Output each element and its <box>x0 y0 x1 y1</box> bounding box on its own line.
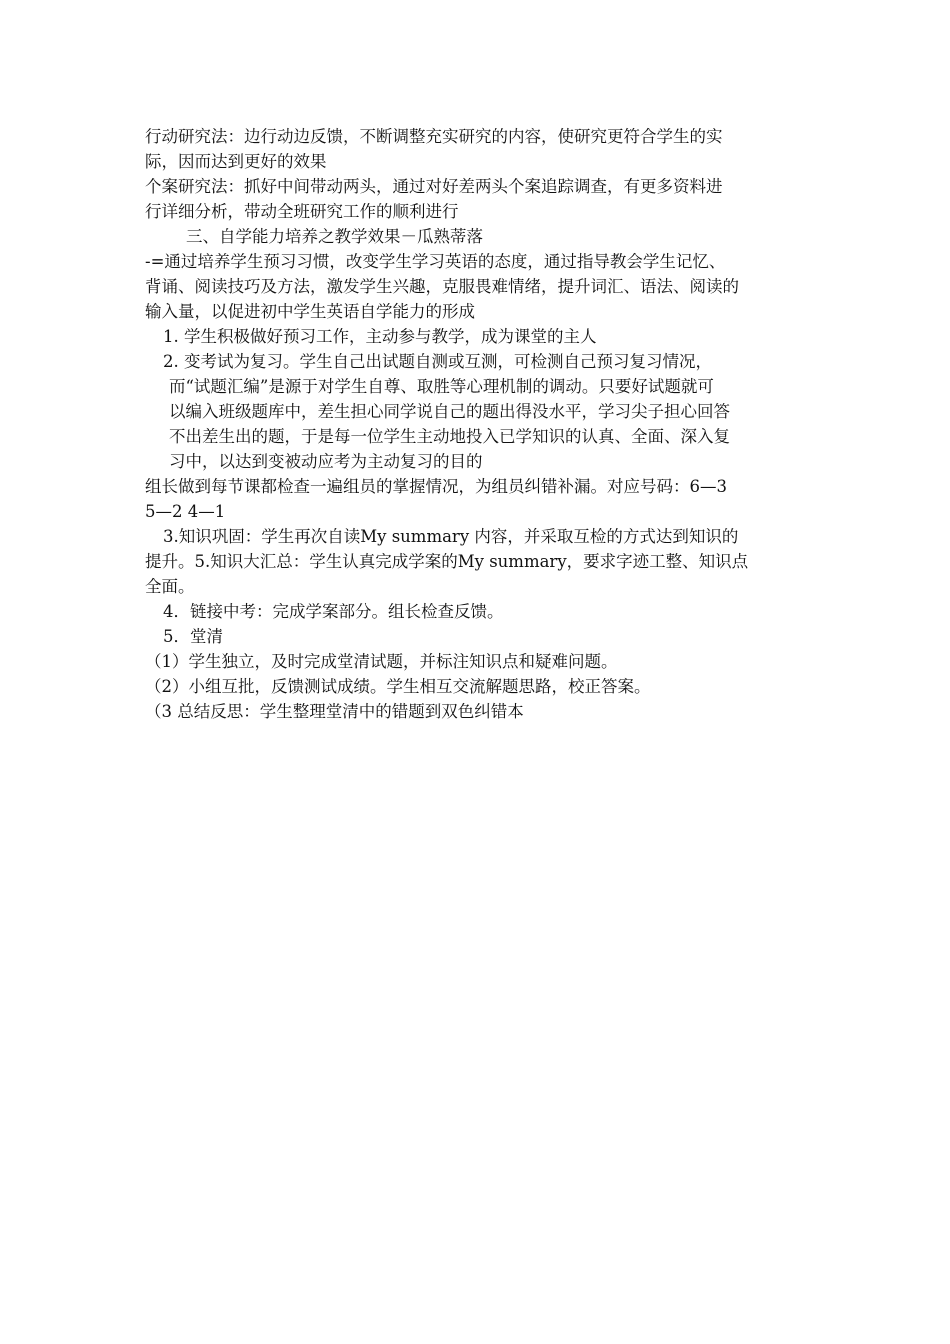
sub-item-3: （3 总结反思：学生整理堂清中的错题到双色纠错本 <box>145 702 524 721</box>
list-item-3-line-2: 提升。5.知识大汇总：学生认真完成学案的My summary，要求字迹工整、知识点 <box>145 552 749 571</box>
text-line-group-leader-1: 组长做到每节课都检查一遍组员的掌握情况，为组员纠错补漏。对应号码：6—3 <box>145 477 727 496</box>
text-line-action-research-1: 行动研究法：边行动边反馈，不断调整充实研究的内容，使研究更符合学生的实 <box>145 127 723 146</box>
text-line-intro-3: 输入量，以促进初中学生英语自学能力的形成 <box>145 302 475 321</box>
list-item-2-line-3: 以编入班级题库中，差生担心同学说自己的题出得没水平，学习尖子担心回答 <box>169 402 730 421</box>
text-line-action-research-2: 际，因而达到更好的效果 <box>145 152 327 171</box>
section-heading-three: 三、自学能力培养之教学效果－瓜熟蒂落 <box>186 227 483 246</box>
sub-item-1: （1）学生独立，及时完成堂清试题，并标注知识点和疑难问题。 <box>145 652 618 671</box>
list-item-2-line-2: 而“试题汇编”是源于对学生自尊、取胜等心理机制的调动。只要好试题就可 <box>169 377 714 396</box>
document-page <box>145 124 810 724</box>
list-item-3-line-3: 全面。 <box>145 577 195 596</box>
list-item-1: 1. 学生积极做好预习工作，主动参与教学，成为课堂的主人 <box>163 327 597 346</box>
list-item-2-line-1: 2. 变考试为复习。学生自己出试题自测或互测，可检测自己预习复习情况， <box>163 352 712 371</box>
text-line-case-study-1: 个案研究法：抓好中间带动两头，通过对好差两头个案追踪调查，有更多资料进 <box>145 177 723 196</box>
list-item-5: 5．堂清 <box>163 627 223 646</box>
text-line-intro-1: -=通过培养学生预习习惯，改变学生学习英语的态度，通过指导教会学生记忆、 <box>145 252 726 271</box>
sub-item-2: （2）小组互批，反馈测试成绩。学生相互交流解题思路，校正答案。 <box>145 677 651 696</box>
list-item-2-line-4: 不出差生出的题，于是每一位学生主动地投入已学知识的认真、全面、深入复 <box>169 427 730 446</box>
list-item-4: 4．链接中考：完成学案部分。组长检查反馈。 <box>163 602 504 621</box>
text-line-case-study-2: 行详细分析，带动全班研究工作的顺利进行 <box>145 202 459 221</box>
text-line-group-leader-2: 5—2 4—1 <box>145 502 226 521</box>
list-item-3-line-1: 3.知识巩固：学生再次自读My summary 内容，并采取互检的方式达到知识的 <box>163 527 739 546</box>
text-line-intro-2: 背诵、阅读技巧及方法，激发学生兴趣，克服畏难情绪，提升词汇、语法、阅读的 <box>145 277 739 296</box>
list-item-2-line-5: 习中，以达到变被动应考为主动复习的目的 <box>169 452 483 471</box>
